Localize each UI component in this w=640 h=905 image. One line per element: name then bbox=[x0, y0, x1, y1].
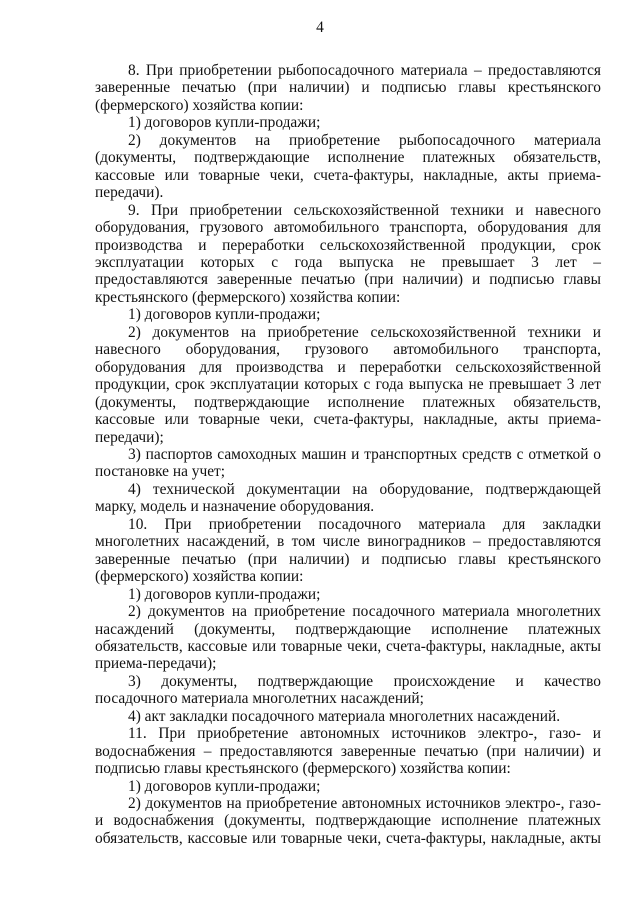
paragraph-9-item-4: 4) технической документации на оборудование, подтверждающей марку, модель и назначение оборудования. bbox=[95, 480, 601, 516]
paragraph-10-item-3: 3) документы, подтверждающие происхождение и качество посадочного материала многолетних насаждений; bbox=[95, 672, 601, 708]
paragraph-11-item-1: 1) договоров купли-продажи; bbox=[128, 777, 321, 795]
paragraph-9-item-3: 3) паспортов самоходных машин и транспортных средств с отметкой о постановке на учет; bbox=[95, 445, 601, 481]
paragraph-10: 10. При приобретении посадочного материала для закладки многолетних насаждений, в том числе виноградников – предоставляются заверенные печатью (при наличии) и подписью главы крестьянского (фермерского) хозяйства копии: bbox=[95, 515, 601, 586]
paragraph-10-item-4: 4) акт закладки посадочного материала многолетних насаждений. bbox=[128, 707, 561, 725]
paragraph-9-item-2: 2) документов на приобретение сельскохозяйственной техники и навесного оборудования, грузового автомобильного транспорта, оборудования для производства и переработки сельскохозяйственной продукции, срок эксплуатации которых с года выпуска не превышает 3 лет (документы, подтверждающие исполнение платежных обязательств, кассовые или товарные чеки, счета-фактуры, накладные, акты приема-передачи); bbox=[95, 323, 601, 446]
paragraph-11: 11. При приобретение автономных источников электро-, газо- и водоснабжения – предоставляются заверенные печатью (при наличии) и подписью главы крестьянского (фермерского) хозяйства копии: bbox=[95, 725, 601, 778]
document-body bbox=[95, 62, 601, 847]
paragraph-8-item-2: 2) документов на приобретение рыбопосадочного материала (документы, подтверждающие исполнение платежных обязательств, кассовые или товарные чеки, счета-фактуры, накладные, акты приема-передачи). bbox=[95, 131, 601, 202]
paragraph-8: 8. При приобретении рыбопосадочного материала – предоставляются заверенные печатью (при наличии) и подписью главы крестьянского (фермерского) хозяйства копии: bbox=[95, 62, 601, 114]
paragraph-9-item-1: 1) договоров купли-продажи; bbox=[128, 306, 321, 324]
paragraph-9: 9. При приобретении сельскохозяйственной техники и навесного оборудования, грузового автомобильного транспорта, оборудования для производства и переработки сельскохозяйственной продукции, срок эксплуатации которых с года выпуска не превышает 3 лет – предоставляются заверенные печатью (при наличии) и подписью главы крестьянского (фермерского) хозяйства копии: bbox=[95, 201, 601, 306]
paragraph-11-item-2: 2) документов на приобретение автономных источников электро-, газо- и водоснабжения (документы, подтверждающие исполнение платежных обязательств, кассовые или товарные чеки, счета-фактуры, накладные, акты bbox=[95, 795, 601, 847]
page-number: 4 bbox=[316, 19, 324, 36]
paragraph-10-item-2: 2) документов на приобретение посадочного материала многолетних насаждений (документы, подтверждающие исполнение платежных обязательств, кассовые или товарные чеки, счета-фактуры, накладные, акты приема-передачи); bbox=[95, 603, 601, 673]
paragraph-10-item-1: 1) договоров купли-продажи; bbox=[128, 585, 321, 603]
paragraph-8-item-1: 1) договоров купли-продажи; bbox=[128, 114, 321, 132]
